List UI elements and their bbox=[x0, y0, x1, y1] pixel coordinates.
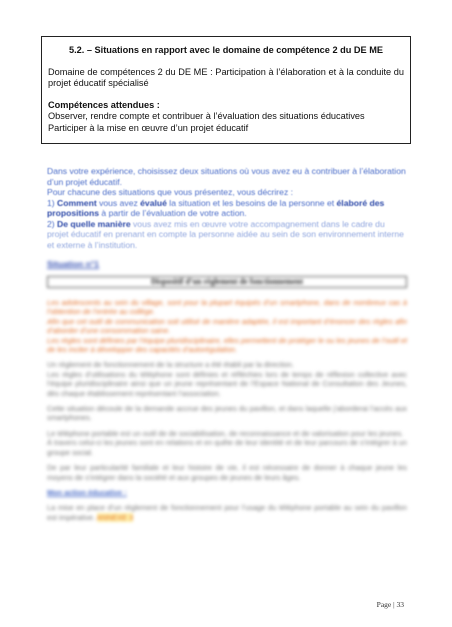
page-number: Page | 33 bbox=[376, 600, 404, 609]
situation-label: Situation n°1 bbox=[47, 259, 100, 269]
instruction-item-2 bbox=[47, 219, 407, 251]
situation-body bbox=[47, 298, 407, 528]
actions-label: Mon action éducative : bbox=[47, 487, 127, 497]
body-paragraph-5 bbox=[47, 503, 407, 522]
item-1-bold-a: Comment bbox=[57, 197, 97, 208]
competence-line-2: Participer à la mise en œuvre d’un projet éducatif bbox=[48, 122, 249, 133]
domain-text: Domaine de compétences 2 du DE ME : Participation à l’élaboration et à la conduite du projet éducatif spécialisé bbox=[48, 66, 404, 88]
item-2-bold-a: De quelle manière bbox=[57, 218, 131, 229]
item-2-text-a: vous avez mis en œuvre votre accompagnement dans le cadre du projet éducatif en prenant en compte la personne aidée au sein de son environnement interne et externe à l’institution. bbox=[47, 218, 404, 250]
last-sentence: La mise en place d’un règlement de fonctionnement pour l’usage du téléphone portable au sein du pavillon est impérative. bbox=[47, 503, 407, 522]
body-paragraph-1 bbox=[47, 360, 407, 398]
item-1-bold-c: élaboré des propositions bbox=[47, 197, 385, 218]
body-orange-block bbox=[47, 298, 407, 354]
competences-heading: Compétences attendues : bbox=[48, 99, 160, 110]
item-1-bold-b: évalué bbox=[140, 197, 167, 208]
item-2-number: 2) bbox=[47, 218, 55, 229]
instruction-item-1 bbox=[47, 198, 407, 219]
orange-sentence-1: Les adolescents au sein du village, sont pour la plupart équipés d’un smartphone, dans de nombreux cas à l’obtention de l’entrée au collège. bbox=[47, 298, 407, 317]
body-paragraph-3 bbox=[47, 429, 407, 457]
competence-line-1: Observer, rendre compte et contribuer à l’évaluation des situations éducatives bbox=[48, 111, 365, 121]
item-1-number: 1) bbox=[47, 197, 55, 208]
item-1-text-b: la situation et les besoins de la personne et bbox=[166, 197, 337, 208]
orange-sentence-2: Afin que cet outil de communication soit utilisé de manière adaptée, il est important d’énoncer des règles afin d’aborder d’une consommation saine. bbox=[47, 316, 407, 336]
body-paragraph-2: Cette situation découle de la demande accrue des jeunes du pavillon, et dans laquelle j’aborderai l’accès aux smartphones. bbox=[47, 404, 407, 423]
item-1-text-a: vous avez bbox=[96, 197, 141, 208]
gray-sentence-2: Les règles d’utilisations du téléphone sont définies et réfléchies lors de temps de réflexion collective avec l’équipe pluridisciplinaire ainsi que un jeune représentant de l’Espace National de Consultation des Jeunes, dès chaque établissement représentant l’association. bbox=[47, 369, 407, 398]
body-paragraph-4: De par leur particularité familiale et leur histoire de vie, il est nécessaire de donner à chaque jeune les moyens de s’intégrer dans la société et aux groupes de jeunes de leurs âges. bbox=[47, 463, 407, 482]
instructions bbox=[47, 166, 407, 250]
orange-sentence-3: Les règles sont définies par l’équipe pluridisciplinaire, elles permettent de protéger le ou les jeunes de l’outil et de les inciter à développer des capacités d’autorégulation. bbox=[47, 335, 407, 355]
instruction-p2: Pour chacune des situations que vous présentez, vous décrirez : bbox=[47, 187, 294, 197]
instruction-p1: Dans votre expérience, choisissez deux situations où vous avez eu à contribuer à l’élaboration d’un projet éducatif. bbox=[47, 166, 406, 187]
annex-highlight: ANNEXE 3 bbox=[96, 512, 134, 522]
gray-sentence-1: Un règlement de fonctionnement de la structure a été établi par la direction. bbox=[47, 360, 294, 370]
gray-sentence-5: À travers celui-ci les jeunes sont en relations et en quête de leur identité et de leur parcours de s’intégrer à un groupe social. bbox=[47, 438, 407, 457]
gray-sentence-4: Le téléphone portable est un outil de de sociabilisation, de reconnaissance et de valorisation pour les jeunes. bbox=[47, 428, 404, 438]
competence-box bbox=[41, 36, 411, 144]
item-1-text-c: à partir de l’évaluation de votre action. bbox=[99, 208, 247, 218]
rule-title-box: Dispositif d’un règlement de fonctionnement bbox=[47, 276, 407, 288]
section-title: 5.2. – Situations en rapport avec le domaine de compétence 2 du DE ME bbox=[69, 45, 383, 55]
